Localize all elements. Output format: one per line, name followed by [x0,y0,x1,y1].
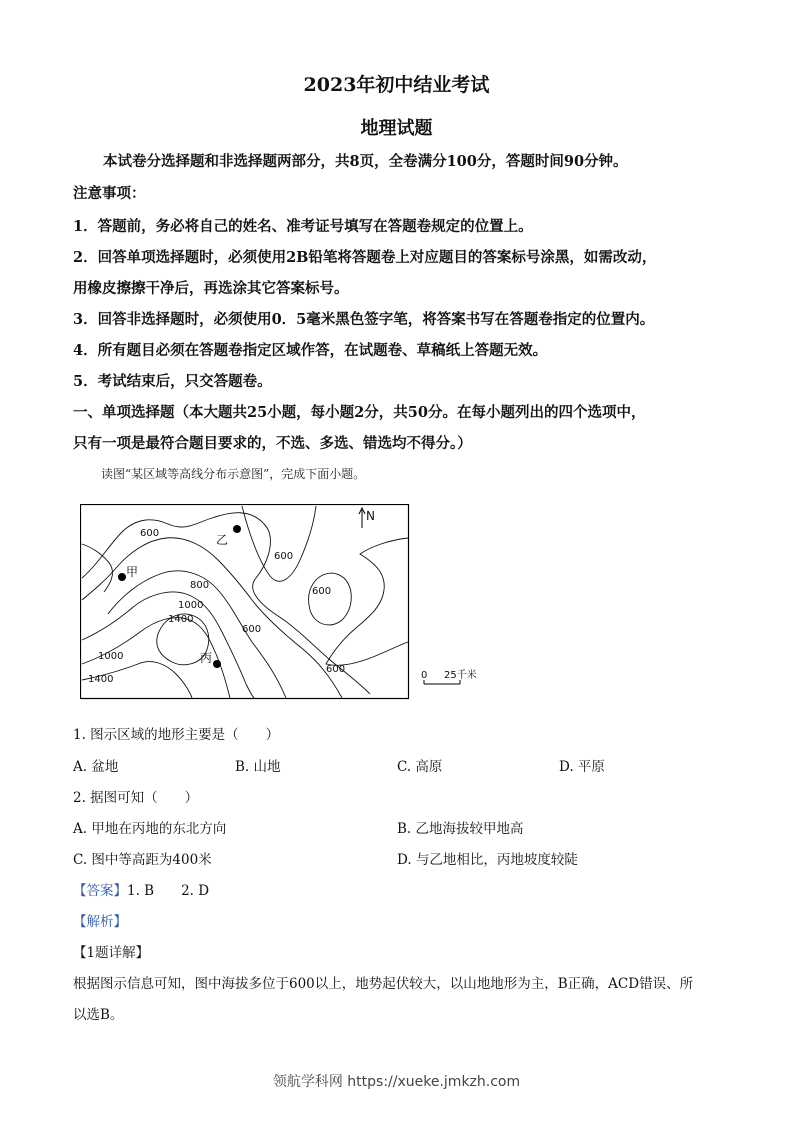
north-label: N [366,509,375,523]
q1-option-b: B. 山地 [235,759,281,775]
analysis-line-1: 根据图示信息可知，图中海拔多位于600以上，地势起伏较大，以山地地形为主，B正确，ACD错误、所 [73,976,694,992]
q2-option-d: D. 与乙地相比，丙地坡度较陡 [397,852,578,868]
answer-text: 1. B 2. D [127,883,210,899]
answer-label: 【答案】 [73,883,127,899]
label-800: 800 [190,580,210,591]
scale-zero: 0 [421,670,428,681]
point-bing [213,660,221,668]
analysis-line-2: 以选B。 [73,1007,124,1023]
contour-map-svg [80,504,490,700]
notice-item-1: 1．答题前，务必将自己的姓名、准考证号填写在答题卷规定的位置上。 [73,218,533,235]
section-heading-line2: 只有一项是最符合题目要求的，不选、多选、错选均不得分。） [73,435,472,452]
analysis-detail-heading: 【1题详解】 [73,945,150,961]
map-instruction: 读图“某区域等高线分布示意图”，完成下面小题。 [101,467,366,481]
label-1400-b: 1400 [88,674,114,685]
label-bing: 丙 [200,651,213,665]
label-1000-b: 1000 [98,651,124,662]
point-yi [233,525,241,533]
q1-stem: 1. 图示区域的地形主要是（ ） [73,727,280,743]
page-title: 2023年初中结业考试 [303,74,490,96]
q2-option-a: A. 甲地在丙地的东北方向 [73,821,227,837]
q2-option-c: C. 图中等高距为400米 [73,852,212,868]
notice-item-5: 5．考试结束后，只交答题卷。 [73,373,272,390]
notice-item-4: 4．所有题目必须在答题卷指定区域作答，在试题卷、草稿纸上答题无效。 [73,342,548,359]
point-jia [118,573,126,581]
label-1400-a: 1400 [168,614,194,625]
page-subtitle: 地理试题 [360,118,433,139]
notice-item-3: 3．回答非选择题时，必须使用0．5毫米黑色签字笔，将答案书写在答题卷指定的位置内。 [73,311,655,328]
label-1000-a: 1000 [178,600,204,611]
label-600-b: 600 [274,551,294,562]
label-yi: 乙 [216,533,229,547]
label-600-d: 600 [242,624,262,635]
q1-option-c: C. 高原 [397,759,443,775]
label-600-a: 600 [140,528,160,539]
answer-line [73,879,209,899]
label-600-e: 600 [326,664,346,675]
notice-heading: 注意事项： [73,185,146,202]
q1-option-d: D. 平原 [559,759,605,775]
contour-map [80,504,490,704]
map-frame [81,505,409,699]
scale-label: 25千米 [444,670,477,681]
analysis-label: 【解析】 [73,914,127,930]
section-heading-line1: 一、单项选择题（本大题共25小题，每小题2分，共50分。在每小题列出的四个选项中， [73,404,646,421]
q1-option-a: A. 盆地 [73,759,119,775]
footer-watermark: 领航学科网 https://xueke.jmkzh.com [272,1074,521,1090]
q2-stem: 2. 据图可知（ ） [73,790,199,806]
q2-option-b: B. 乙地海拔较甲地高 [397,821,524,837]
label-jia: 甲 [126,565,139,579]
intro-text: 本试卷分选择题和非选择题两部分，共8页，全卷满分100分，答题时间90分钟。 [103,153,628,170]
notice-item-2: 2．回答单项选择题时，必须使用2B铅笔将答题卷上对应题目的答案标号涂黑，如需改动， [73,249,657,266]
label-600-c: 600 [312,586,332,597]
notice-item-2-cont: 用橡皮擦擦干净后，再选涂其它答案标号。 [73,280,349,297]
